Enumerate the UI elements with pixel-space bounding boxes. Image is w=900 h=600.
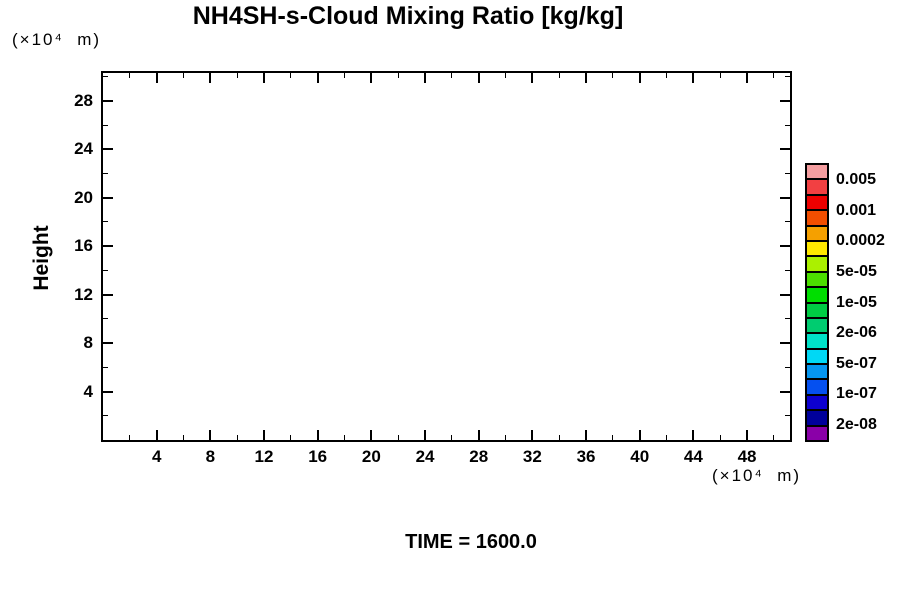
colorbar-label: 2e-06 [836,324,877,342]
y-major-tick [103,245,113,247]
y-minor-tick [103,270,108,271]
colorbar-label: 0.0002 [836,232,885,250]
colorbar-swatch [807,227,827,242]
x-minor-tick [559,435,560,440]
x-major-tick-top [370,73,372,83]
colorbar-swatch [807,319,827,334]
colorbar-swatch [807,211,827,226]
y-major-tick [103,342,113,344]
x-minor-tick [129,435,130,440]
colorbar-label: 2e-08 [836,415,877,433]
x-minor-tick-top [720,73,721,78]
colorbar-swatch [807,334,827,349]
y-tick-label: 24 [74,139,93,159]
y-major-tick-right [780,100,790,102]
chart-title: NH4SH-s-Cloud Mixing Ratio [kg/kg] [192,2,624,30]
x-major-tick [692,430,694,440]
x-tick-label: 48 [737,447,757,466]
x-minor-tick-top [559,73,560,78]
y-tick-label: 16 [74,236,93,256]
y-major-tick-right [780,342,790,344]
colorbar-label: 5e-05 [836,262,877,280]
x-major-tick-top [692,73,694,83]
colorbar-label: 0.005 [836,171,877,189]
y-major-tick [103,148,113,150]
x-minor-tick [290,435,291,440]
colorbar-swatch [807,257,827,272]
x-minor-tick-top [773,73,774,78]
y-minor-tick [103,318,108,319]
x-major-tick-top [746,73,748,83]
x-tick-label: 36 [576,447,596,466]
x-minor-tick-top [612,73,613,78]
x-major-tick [263,430,265,440]
x-minor-tick [237,435,238,440]
y-major-tick [103,100,113,102]
x-tick-label: 32 [522,447,542,466]
colorbar-swatch [807,288,827,303]
x-axis-unit-label: (×10⁴ m) [712,466,802,485]
colorbar-swatch [807,396,827,411]
y-minor-tick-right [785,367,790,368]
x-minor-tick-top [344,73,345,78]
x-major-tick-top [585,73,587,83]
x-major-tick [639,430,641,440]
x-major-tick [209,430,211,440]
x-major-tick [585,430,587,440]
y-tick-label: 20 [74,187,93,207]
x-minor-tick-top [290,73,291,78]
x-tick-label: 12 [254,447,274,466]
y-minor-tick-right [785,125,790,126]
y-minor-tick-right [785,221,790,222]
y-minor-tick-right [785,270,790,271]
x-major-tick-top [531,73,533,83]
y-tick-label: 12 [74,284,93,304]
x-minor-tick [505,435,506,440]
y-minor-tick [103,125,108,126]
x-minor-tick [612,435,613,440]
x-major-tick [156,430,158,440]
x-major-tick-top [639,73,641,83]
y-major-tick-right [780,245,790,247]
x-minor-tick-top [451,73,452,78]
x-major-tick [746,430,748,440]
colorbar-swatch [807,427,827,440]
x-minor-tick-top [237,73,238,78]
y-axis-unit-label: (×10⁴ m) [12,30,102,49]
colorbar-swatch [807,350,827,365]
y-tick-label: 28 [74,90,93,110]
x-tick-label: 24 [415,447,435,466]
colorbar-label: 1e-05 [836,293,877,311]
x-tick-label: 16 [308,447,328,466]
plot-area [101,71,792,442]
x-major-tick [317,430,319,440]
x-major-tick-top [317,73,319,83]
colorbar-swatch [807,273,827,288]
x-minor-tick [666,435,667,440]
y-major-tick-right [780,197,790,199]
y-minor-tick [103,367,108,368]
colorbar-label: 0.001 [836,201,877,219]
y-minor-tick [103,76,108,77]
x-tick-label: 4 [151,447,162,466]
y-minor-tick [103,173,108,174]
x-minor-tick [720,435,721,440]
y-minor-tick [103,415,108,416]
x-minor-tick [398,435,399,440]
colorbar-swatch [807,165,827,180]
y-major-tick-right [780,294,790,296]
x-minor-tick [451,435,452,440]
time-label: TIME = 1600.0 [405,531,537,553]
y-minor-tick-right [785,415,790,416]
x-tick-label: 40 [630,447,650,466]
colorbar-swatch [807,411,827,426]
x-major-tick [370,430,372,440]
y-minor-tick-right [785,318,790,319]
y-minor-tick-right [785,173,790,174]
x-tick-label: 44 [683,447,703,466]
y-axis-title: Height [30,225,53,291]
colorbar-swatch [807,196,827,211]
x-minor-tick-top [183,73,184,78]
colorbar [805,163,829,442]
x-major-tick-top [424,73,426,83]
x-major-tick-top [263,73,265,83]
x-tick-label: 28 [469,447,489,466]
x-minor-tick [773,435,774,440]
x-major-tick [531,430,533,440]
x-tick-label: 8 [205,447,216,466]
y-minor-tick-right [785,76,790,77]
y-tick-label: 4 [83,381,93,401]
colorbar-swatch [807,365,827,380]
x-minor-tick [344,435,345,440]
colorbar-swatch [807,242,827,257]
x-tick-label: 20 [361,447,381,466]
y-tick-label: 8 [83,333,93,353]
x-major-tick [424,430,426,440]
y-major-tick [103,391,113,393]
colorbar-label: 5e-07 [836,354,877,372]
x-major-tick-top [209,73,211,83]
y-major-tick-right [780,148,790,150]
x-minor-tick-top [505,73,506,78]
y-major-tick [103,197,113,199]
y-major-tick [103,294,113,296]
colorbar-swatch [807,180,827,195]
x-major-tick-top [156,73,158,83]
x-major-tick [478,430,480,440]
x-major-tick-top [478,73,480,83]
colorbar-swatch [807,380,827,395]
y-major-tick-right [780,391,790,393]
colorbar-swatch [807,304,827,319]
colorbar-label: 1e-07 [836,385,877,403]
y-minor-tick [103,221,108,222]
x-minor-tick-top [129,73,130,78]
x-minor-tick [183,435,184,440]
x-minor-tick-top [398,73,399,78]
x-minor-tick-top [666,73,667,78]
